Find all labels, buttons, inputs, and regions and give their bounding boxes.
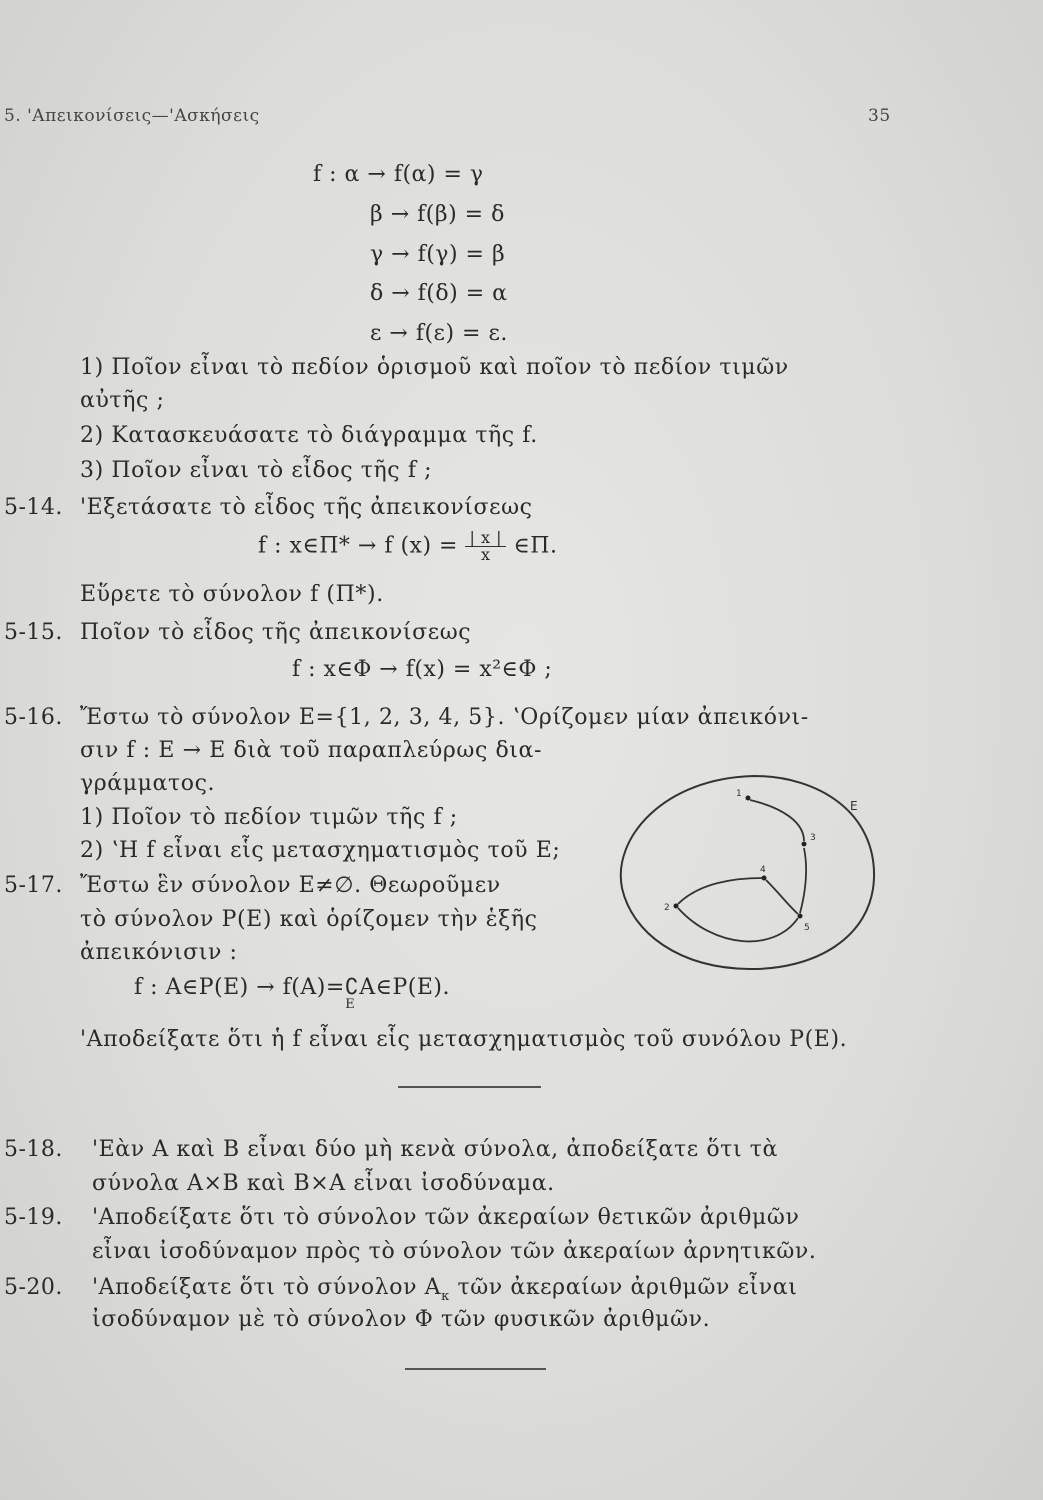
formula [134,975,450,1012]
exercise-prove: 'Αποδείξατε ὅτι ἡ f εἶναι εἷς μετασχηματισμὸς τοῦ συνόλου P(E). [80,1027,848,1052]
exercise-line: εἶναι ἰσοδύναμον πρὸς τὸ σύνολον τῶν ἀκεραίων ἀρνητικῶν. [92,1239,817,1264]
mapping-line: δ → f(δ) = α [370,281,508,306]
arrow-5-to-2 [678,908,798,941]
exercise-number: 5-15. [4,620,63,645]
mapping-diagram [604,768,894,978]
question-3: 3) Ποῖον εἶναι τὸ εἶδος τῆς f ; [80,458,433,483]
exercise-number: 5-16. [4,705,63,730]
exercise-number: 5-20. [4,1275,63,1300]
point-label-1: 1 [736,789,742,799]
formula: f : x∈Φ → f(x) = x²∈Φ ; [292,657,553,682]
point-1 [746,796,751,801]
point-3 [802,842,807,847]
exercise-line-part: τῶν ἀκεραίων ἀριθμῶν εἶναι [449,1275,798,1300]
exercise-number: 5-19. [4,1205,63,1230]
section-divider [398,1086,541,1088]
mapping-line: β → f(β) = δ [370,202,505,227]
mapping-line: γ → f(γ) = β [370,242,506,267]
exercise-line: 'Αποδείξατε ὅτι τὸ σύνολον τῶν ἀκεραίων θετικῶν ἀριθμῶν [92,1205,800,1230]
exercise-line: σιν f : Ε → Ε διὰ τοῦ παραπλεύρως δια- [80,738,543,763]
exercise-question: 2) ʽΗ f εἶναι εἷς μετασχηματισμὸς τοῦ Ε; [80,838,561,863]
exercise-line: σύνολα Α×Β καὶ Β×Α εἶναι ἰσοδύναμα. [92,1171,555,1196]
exercise-text: 'Εξετάσατε τὸ εἶδος τῆς ἀπεικονίσεως [80,495,533,520]
fraction-denominator: x [480,545,491,564]
exercise-line: ἰσοδύναμον μὲ τὸ σύνολον Φ τῶν φυσικῶν ἀριθμῶν. [92,1307,711,1332]
exercise-line: γράμματος. [80,771,216,796]
exercise-line: 'Εὰν Α καὶ Β εἶναι δύο μὴ κενὰ σύνολα, ἀποδείξατε ὅτι τὰ [92,1137,778,1162]
exercise-text: Ποῖον τὸ εἶδος τῆς ἀπεικονίσεως [80,620,472,645]
formula-right: ∈Π. [513,533,558,559]
fraction [465,530,505,563]
complement-symbol: ∁ [344,975,360,1000]
exercise-find: Εὕρετε τὸ σύνολον f (Π*). [80,582,384,607]
formula-left: f : x∈Π* → f (x) = [258,533,458,559]
exercise-line [92,1275,798,1304]
question-1-line1: 1) Ποῖον εἶναι τὸ πεδίον ὁρισμοῦ καὶ ποῖον τὸ πεδίον τιμῶν [80,355,789,380]
point-5 [798,914,803,919]
exercise-line: τὸ σύνολον P(E) καὶ ὁρίζομεν τὴν ἑξῆς [80,907,538,932]
set-label: E [850,799,858,813]
formula-left: f : A∈P(E) → f(A)= [134,975,345,1000]
fraction-numerator: | x | [465,530,505,547]
subscript-k: κ [441,1289,450,1304]
point-label-3: 3 [810,833,816,843]
mapping-line: ε → f(ε) = ε. [370,321,508,346]
section-divider [405,1368,546,1370]
mapping-line: f : α → f(α) = γ [313,162,484,187]
exercise-question: 1) Ποῖον τὸ πεδίον τιμῶν τῆς f ; [80,805,458,830]
point-4 [762,876,767,881]
complement-subscript: E [345,997,356,1012]
exercise-line: ἀπεικόνισιν : [80,940,238,965]
question-1-line2: αὐτῆς ; [80,388,165,413]
point-label-5: 5 [804,923,810,933]
exercise-number: 5-14. [4,495,63,520]
arrow-1-to-3 [750,800,804,841]
arrow-4-to-5 [766,880,798,914]
question-2: 2) Κατασκευάσατε τὸ διάγραμμα τῆς f. [80,423,538,448]
exercise-number: 5-17. [4,873,63,898]
page-number: 35 [868,106,891,126]
exercise-line: Ἔστω ἓν σύνολον Ε≠∅. Θεωροῦμεν [80,873,501,898]
formula [258,530,557,563]
point-label-4: 4 [760,865,766,875]
exercise-line: Ἔστω τὸ σύνολον Ε={1, 2, 3, 4, 5}. ʽΟρίζομεν μίαν ἀπεικόνι- [80,705,809,730]
formula-right: A∈P(E). [359,975,450,1000]
set-boundary [621,776,874,969]
exercise-number: 5-18. [4,1137,63,1162]
point-2 [674,904,679,909]
arrow-3-to-5 [800,848,806,913]
arrow-2-to-4 [678,878,762,904]
point-label-2: 2 [664,903,670,913]
exercise-line-part: 'Αποδείξατε ὅτι τὸ σύνολον Α [92,1275,442,1300]
running-header: 5. 'Απεικονίσεις—'Ασκήσεις [4,106,260,126]
